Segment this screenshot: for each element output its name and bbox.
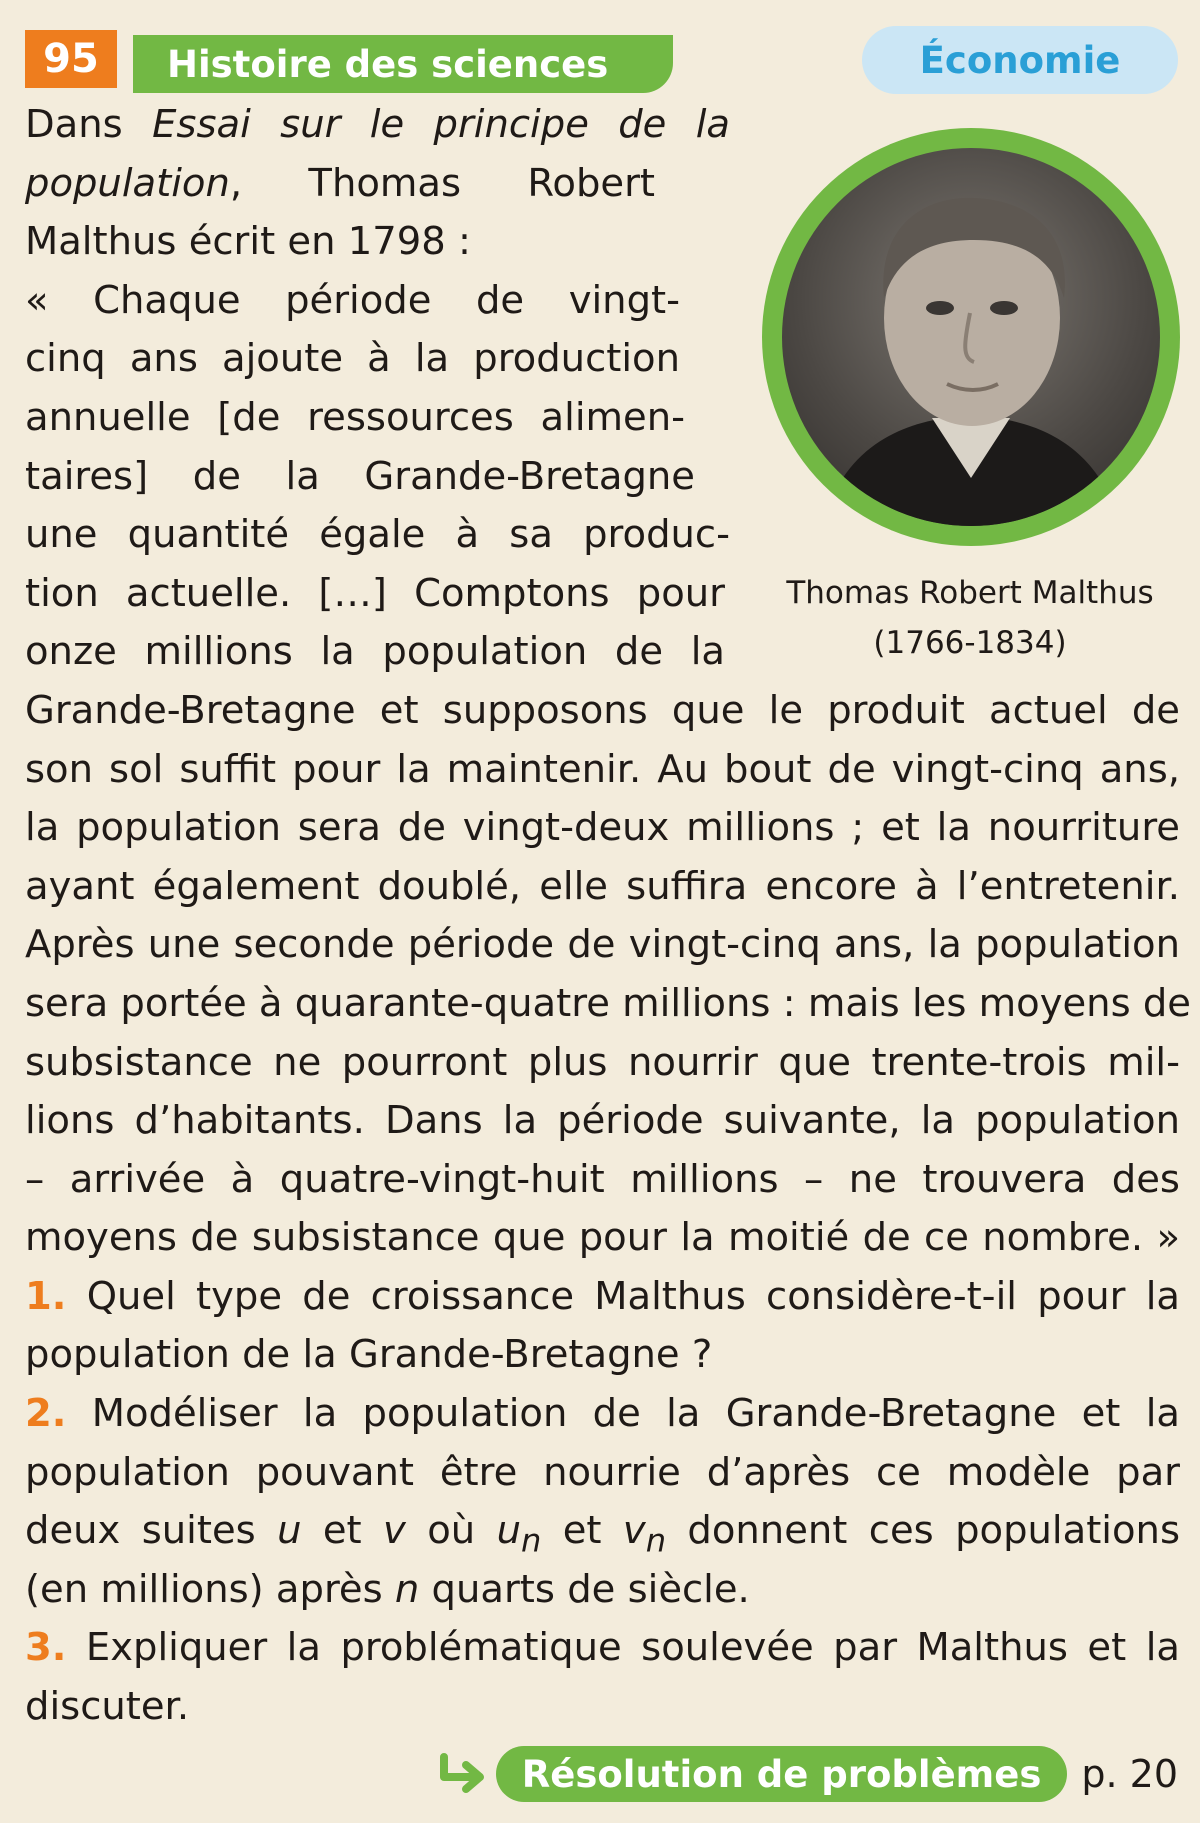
question-2-line: (en millions) après n quarts de siècle. [25, 1566, 750, 1612]
quote-line: tion actuelle. […] Comptons pour [25, 570, 725, 616]
quote-line: « Chaque période de vingt- [25, 277, 680, 323]
question-3-line: discuter. [25, 1684, 190, 1730]
quote-line: lions d’habitants. Dans la période suivante, la population [25, 1098, 1180, 1144]
quote-line: subsistance ne pourront plus nourrir que trente-trois mil- [25, 1039, 1180, 1085]
quote-line: Après une seconde période de vingt-cinq ans, la population [25, 922, 1180, 968]
question-2: 2. Modéliser la population de la Grande-Bretagne et la [25, 1391, 1180, 1437]
quote-line: son sol suffit pour la maintenir. Au bout de vingt-cinq ans, [25, 746, 1180, 792]
arrow-right-icon [436, 1751, 490, 1797]
exercise-body [25, 96, 1191, 1737]
section-title: Histoire des sciences [133, 35, 673, 93]
intro-line: Malthus écrit en 1798 : [25, 219, 471, 265]
quote-line: moyens de subsistance que pour la moitié de ce nombre. » [25, 1215, 1180, 1261]
quote-line: – arrivée à quatre-vingt-huit millions – ne trouvera des [25, 1156, 1180, 1202]
quote-line: la population sera de vingt-deux millions ; et la nourriture [25, 805, 1180, 851]
question-1-line: population de la Grande-Bretagne ? [25, 1332, 713, 1378]
question-3: 3. Expliquer la problématique soulevée par Malthus et la [25, 1625, 1180, 1671]
question-2-line: population pouvant être nourrie d’après ce modèle par [25, 1449, 1180, 1495]
resolution-problemes-link[interactable]: Résolution de problèmes [496, 1746, 1068, 1802]
quote-line: onze millions la population de la [25, 629, 725, 675]
quote-line: taires] de la Grande-Bretagne [25, 453, 695, 499]
book-title: Essai sur le principe de la [152, 102, 730, 147]
topic-badge: Économie [862, 26, 1178, 94]
quote-line: annuelle [de ressources alimen- [25, 394, 685, 440]
question-number: 1. [25, 1273, 67, 1319]
question-number: 2. [25, 1391, 67, 1437]
footer-reference [436, 1746, 1178, 1802]
page-reference: p. 20 [1081, 1752, 1178, 1796]
caption-dates: (1766-1834) [873, 625, 1067, 661]
question-2-line: deux suites u et v où $u_n$ et $v_n$ donnent ces populations [25, 1508, 1180, 1560]
quote-line: sera portée à quarante-quatre millions : mais les moyens de [25, 980, 1191, 1026]
quote-line: cinq ans ajoute à la production [25, 336, 680, 382]
quote-line: une quantité égale à sa produc- [25, 512, 730, 558]
intro-line: population, Thomas Robert [25, 160, 655, 206]
quote-line: ayant également doublé, elle suffira encore à l’entretenir. [25, 863, 1180, 909]
book-title: population [25, 160, 230, 206]
intro-line: Dans Essai sur le principe de la [25, 102, 730, 147]
caption-name: Thomas Robert Malthus [786, 575, 1154, 611]
quote-line: Grande-Bretagne et supposons que le produit actuel de [25, 687, 1180, 733]
question-number: 3. [25, 1625, 67, 1671]
question-1: 1. Quel type de croissance Malthus considère-t-il pour la [25, 1273, 1180, 1319]
exercise-number: 95 [25, 30, 117, 88]
